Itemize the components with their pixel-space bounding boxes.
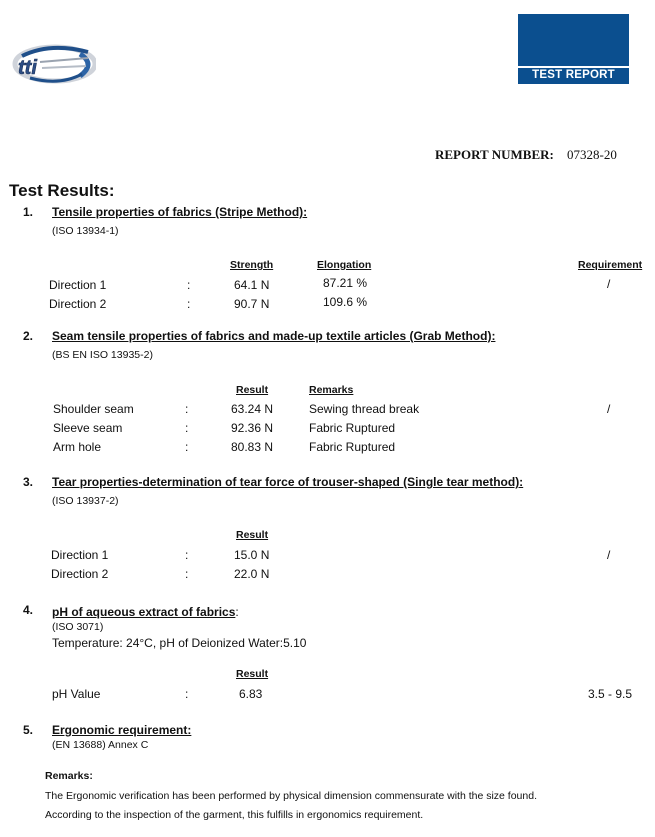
section-1-number: 1. bbox=[23, 205, 34, 219]
row-separator: : bbox=[185, 687, 189, 701]
tti-logo-icon bbox=[10, 44, 96, 84]
row-separator: : bbox=[185, 421, 189, 435]
col-elongation: Elongation bbox=[317, 259, 372, 271]
section-3-number: 3. bbox=[23, 475, 34, 489]
row-label: Shoulder seam bbox=[53, 402, 134, 416]
row-label: Direction 2 bbox=[51, 567, 109, 581]
remarks-line-1: The Ergonomic verification has been performed by physical dimension commensurate with the size found. bbox=[45, 790, 537, 802]
section-3-standard: (ISO 13937-2) bbox=[52, 495, 119, 507]
section-4-title-suffix: : bbox=[235, 605, 239, 619]
tti-logo bbox=[10, 44, 96, 84]
badge-label: TEST REPORT bbox=[532, 69, 615, 81]
row-label: Arm hole bbox=[53, 440, 102, 454]
row-separator: : bbox=[187, 278, 191, 292]
section-2-standard: (BS EN ISO 13935-2) bbox=[52, 349, 153, 361]
section-4-standard: (ISO 3071) bbox=[52, 621, 104, 633]
remarks-label: Remarks: bbox=[45, 770, 93, 782]
row-label: pH Value bbox=[52, 687, 101, 701]
badge-divider bbox=[518, 66, 629, 68]
row-separator: : bbox=[185, 440, 189, 454]
section-1-standard: (ISO 13934-1) bbox=[52, 225, 119, 237]
section-4-conditions: Temperature: 24°C, pH of Deionized Water:5.10 bbox=[52, 636, 307, 650]
col-requirement: Requirement bbox=[578, 259, 643, 271]
section-2-number: 2. bbox=[23, 329, 34, 343]
section-4-title-wrap bbox=[52, 603, 239, 621]
section-3-title: Tear properties-determination of tear force of trouser-shaped (Single tear method): bbox=[52, 475, 524, 489]
col-result: Result bbox=[236, 529, 269, 541]
row-requirement: / bbox=[607, 548, 611, 562]
row-result: 15.0 N bbox=[234, 548, 270, 562]
row-elongation: 87.21 % bbox=[323, 276, 368, 290]
section-5-standard: (EN 13688) Annex C bbox=[52, 739, 149, 751]
report-number-label: REPORT NUMBER: bbox=[435, 147, 554, 162]
row-separator: : bbox=[185, 402, 189, 416]
col-strength: Strength bbox=[230, 259, 274, 271]
col-remarks: Remarks bbox=[309, 384, 354, 396]
svg-text:tti: tti bbox=[18, 57, 37, 79]
test-report-badge bbox=[518, 14, 629, 84]
row-label: Direction 1 bbox=[49, 278, 107, 292]
col-result: Result bbox=[236, 384, 269, 396]
remarks-line-2: According to the inspection of the garment, this fulfills in ergonomics requirement. bbox=[45, 809, 424, 821]
section-2-title: Seam tensile properties of fabrics and made-up textile articles (Grab Method): bbox=[52, 329, 496, 343]
row-result: 80.83 N bbox=[231, 440, 274, 454]
row-requirement: / bbox=[607, 277, 611, 291]
row-elongation: 109.6 % bbox=[323, 295, 368, 309]
page-title: Test Results: bbox=[9, 181, 115, 200]
row-requirement: 3.5 - 9.5 bbox=[588, 687, 633, 701]
row-label: Sleeve seam bbox=[53, 421, 123, 435]
row-remarks: Sewing thread break bbox=[309, 402, 420, 416]
col-result: Result bbox=[236, 668, 269, 680]
row-result: 92.36 N bbox=[231, 421, 274, 435]
report-number-value: 07328-20 bbox=[567, 147, 617, 162]
row-separator: : bbox=[187, 297, 191, 311]
row-requirement: / bbox=[607, 402, 611, 416]
row-strength: 90.7 N bbox=[234, 297, 270, 311]
section-4-number: 4. bbox=[23, 603, 34, 617]
section-5-number: 5. bbox=[23, 723, 34, 737]
row-strength: 64.1 N bbox=[234, 278, 270, 292]
row-result: 6.83 bbox=[239, 687, 263, 701]
row-remarks: Fabric Ruptured bbox=[309, 421, 396, 435]
row-label: Direction 1 bbox=[51, 548, 109, 562]
section-1-title: Tensile properties of fabrics (Stripe Method): bbox=[52, 205, 308, 219]
row-label: Direction 2 bbox=[49, 297, 107, 311]
row-separator: : bbox=[185, 567, 189, 581]
section-4-title: pH of aqueous extract of fabrics bbox=[52, 605, 236, 619]
row-separator: : bbox=[185, 548, 189, 562]
section-5-title: Ergonomic requirement: bbox=[52, 723, 192, 737]
row-result: 63.24 N bbox=[231, 402, 274, 416]
row-remarks: Fabric Ruptured bbox=[309, 440, 396, 454]
row-result: 22.0 N bbox=[234, 567, 270, 581]
